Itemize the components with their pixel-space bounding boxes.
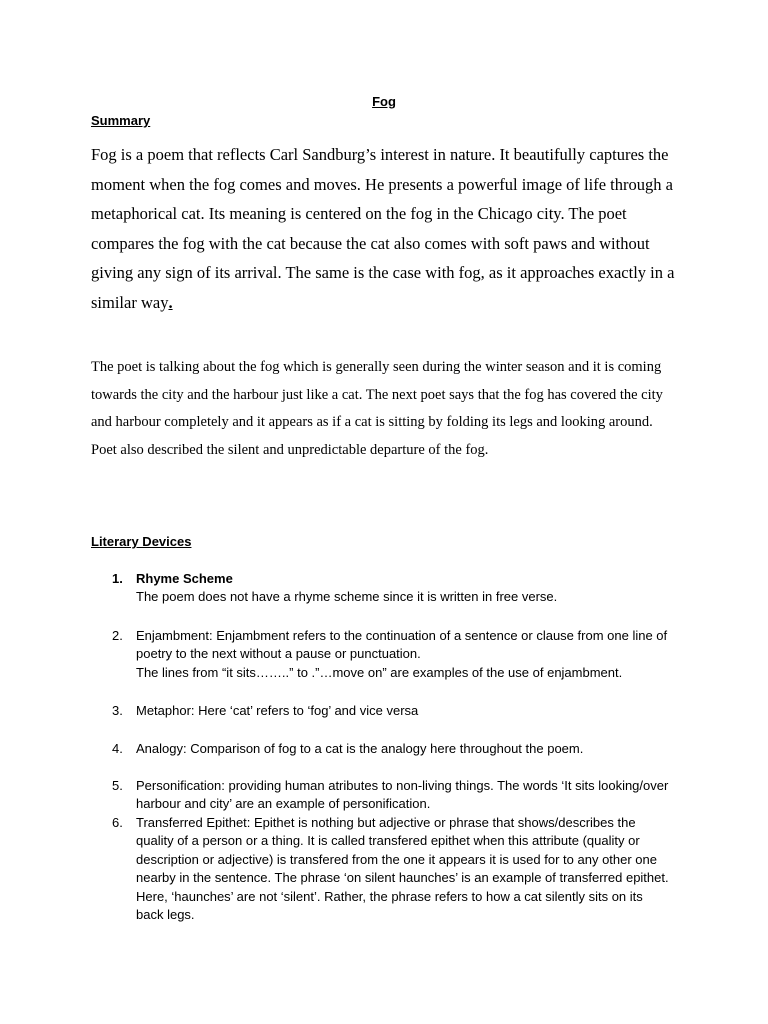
list-item-number: 6. [112,815,123,830]
list-item-text: Transferred Epithet: Epithet is nothing but adjective or phrase that shows/describes the quality of a person or a thing. It is called transfered epithet when this attribute (quality or description or adjective) is transfered from the one it appears it is used for to any other one nearby in the sentence. The phrase ‘on silent haunches’ is an example of transferred epithet. Here, ‘haunches’ are not ‘silent’. Rather, the phrase refers to how a cat silently sits on its back legs. [136,815,669,923]
list-item-text: Enjambment: Enjambment refers to the continuation of a sentence or clause from one line of poetry to the next without a pause or punctuation. [136,628,668,662]
list-item-text: The poem does not have a rhyme scheme since it is written in free verse. [136,589,558,605]
summary-paragraph-1 [91,140,681,317]
summary-heading: Summary [91,113,151,128]
summary-paragraph-1-text: Fog is a poem that reflects Carl Sandburg’s interest in nature. It beautifully captures the moment when the fog comes and moves. He presents a powerful image of life through a metaphorical cat. Its meaning is centered on the fog in the Chicago city. The poet compares the fog with the cat because the cat also comes with soft paws and without giving any sign of its arrival. The same is the case with fog, as it approaches exactly in a similar way [91,145,675,312]
summary-paragraph-2: The poet is talking about the fog which is generally seen during the winter season and it is coming towards the city and the harbour just like a cat. The next poet says that the fog has covered the city and harbour completely and it appears as if a cat is sitting by folding its legs and looking around. Poet also described the silent and unpredictable departure of the fog. [91,359,663,458]
list-item-number: 2. [112,628,123,643]
list-item-label: Rhyme Scheme [136,571,233,586]
summary-paragraph-1-end: . [168,292,173,312]
list-item-number: 3. [112,703,123,718]
list-item-number: 5. [112,778,123,793]
list-item-text: Analogy: Comparison of fog to a cat is the analogy here throughout the poem. [136,741,584,756]
list-item-text: Metaphor: Here ‘cat’ refers to ‘fog’ and vice versa [136,703,419,718]
list-item [112,570,672,607]
list-item-number: 1. [112,571,123,586]
list-item-text-extra: The lines from “it sits……..” to .”…move on” are examples of the use of enjambment. [136,664,623,680]
list-item [112,814,672,924]
page-title: Fog [372,94,396,109]
list-item-number: 4. [112,741,123,756]
list-item [112,740,672,758]
list-item-text: Personification: providing human atributes to non-living things. The words ‘It sits looking/over harbour and city’ are an example of personification. [136,778,669,812]
list-item [112,777,672,814]
literary-devices-heading: Literary Devices [91,534,192,549]
list-item [112,627,672,682]
list-item [112,702,672,720]
